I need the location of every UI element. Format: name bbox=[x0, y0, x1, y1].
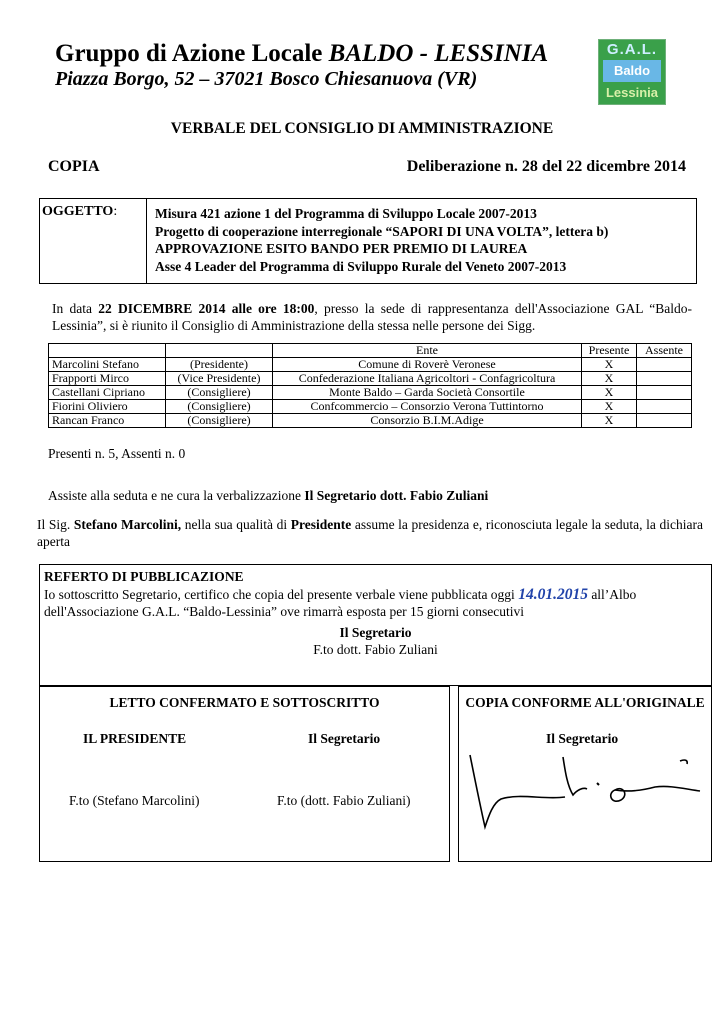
president-role: Presidente bbox=[290, 517, 352, 532]
subject-line: Progetto di cooperazione interregionale “SAPORI DI UNA VOLTA”, lettera b) bbox=[155, 223, 609, 239]
member-presente: X bbox=[582, 358, 637, 372]
copy-label: COPIA bbox=[48, 158, 100, 175]
table-row bbox=[49, 414, 692, 428]
member-role: (Consigliere) bbox=[166, 386, 273, 400]
subject-divider bbox=[146, 199, 147, 283]
publication-signer-name: F.to dott. Fabio Zuliani bbox=[313, 642, 438, 657]
publication-signer: Il Segretario bbox=[339, 625, 412, 640]
presidency-paragraph: Il Sig. Stefano Marcolini, nella sua qualità di Presidente assume la presidenza e, riconosciuta legale la seduta, la dichiara aperta bbox=[37, 517, 703, 549]
member-presente: X bbox=[582, 386, 637, 400]
logo-text-gal: G.A.L. bbox=[606, 41, 658, 58]
header-ente: Ente bbox=[273, 344, 582, 358]
member-presente: X bbox=[582, 414, 637, 428]
member-presente: X bbox=[582, 372, 637, 386]
member-name: Marcolini Stefano bbox=[49, 358, 166, 372]
member-assente bbox=[637, 386, 692, 400]
member-name: Castellani Cipriano bbox=[49, 386, 166, 400]
member-name: Fiorini Oliviero bbox=[49, 400, 166, 414]
attendance-table bbox=[48, 343, 692, 428]
table-header-row bbox=[49, 344, 692, 358]
president-name: Stefano Marcolini, bbox=[73, 517, 182, 532]
member-assente bbox=[637, 372, 692, 386]
member-name: Frapporti Mirco bbox=[49, 372, 166, 386]
president-label: IL PRESIDENTE bbox=[83, 731, 187, 746]
gal-logo bbox=[598, 39, 666, 105]
president-signature-text: F.to (Stefano Marcolini) bbox=[69, 793, 200, 808]
member-role: (Presidente) bbox=[166, 358, 273, 372]
table-row bbox=[49, 358, 692, 372]
handwritten-signature bbox=[465, 745, 705, 835]
signature-box-left bbox=[39, 686, 450, 862]
member-name: Rancan Franco bbox=[49, 414, 166, 428]
member-assente bbox=[637, 400, 692, 414]
table-row bbox=[49, 372, 692, 386]
secretary-signature-text: F.to (dott. Fabio Zuliani) bbox=[277, 793, 411, 808]
secretary-label: Il Segretario bbox=[308, 731, 381, 746]
publication-report-title: REFERTO DI PUBBLICAZIONE bbox=[44, 569, 244, 584]
subject-label: OGGETTO: bbox=[42, 204, 118, 219]
member-ente: Confederazione Italiana Agricoltori - Confagricoltura bbox=[273, 372, 582, 386]
member-ente: Confcommercio – Consorzio Verona Tuttintorno bbox=[273, 400, 582, 414]
header-presente: Presente bbox=[582, 344, 637, 358]
document-heading: VERBALE DEL CONSIGLIO DI AMMINISTRAZIONE bbox=[170, 120, 554, 137]
table-row bbox=[49, 400, 692, 414]
subject-line: Asse 4 Leader del Programma di Sviluppo Rurale del Veneto 2007-2013 bbox=[155, 258, 567, 274]
member-assente bbox=[637, 414, 692, 428]
meeting-date: 22 DICEMBRE 2014 alle ore 18:00 bbox=[98, 301, 315, 316]
subject-box bbox=[39, 198, 697, 284]
certified-copy-title: COPIA CONFORME ALL'ORIGINALE bbox=[465, 695, 705, 710]
publication-date: 14.01.2015 bbox=[518, 586, 588, 603]
organization-name-italic: BALDO - LESSINIA bbox=[328, 40, 549, 67]
publication-report-text: Io sottoscritto Segretario, certifico che copia del presente verbale viene pubblicata oggi 14.01.2015 all’Albo dell'Associazione G.A.L. “Baldo-Lessinia” ove rimarrà esposta per 15 giorni consecutivi bbox=[44, 586, 637, 619]
confirmation-title: LETTO CONFERMATO E SOTTOSCRITTO bbox=[109, 695, 380, 710]
member-role: (Consigliere) bbox=[166, 414, 273, 428]
member-assente bbox=[637, 358, 692, 372]
organization-name: Gruppo di Azione Locale bbox=[55, 40, 323, 67]
intro-paragraph: In data 22 DICEMBRE 2014 alle ore 18:00, presso la sede di rappresentanza dell'Associazione GAL “Baldo-Lessinia”, si è riunito il Consiglio di Amministrazione della stessa nelle persone dei Sigg. bbox=[52, 301, 692, 333]
member-ente: Consorzio B.I.M.Adige bbox=[273, 414, 582, 428]
header-assente: Assente bbox=[637, 344, 692, 358]
table-row bbox=[49, 386, 692, 400]
header-role bbox=[166, 344, 273, 358]
logo-text-baldo: Baldo bbox=[613, 63, 651, 78]
member-role: (Vice Presidente) bbox=[166, 372, 273, 386]
header-name bbox=[49, 344, 166, 358]
subject-line: APPROVAZIONE ESITO BANDO PER PREMIO DI LAUREA bbox=[155, 241, 528, 256]
publication-report-box bbox=[39, 564, 712, 686]
member-ente: Comune di Roverè Veronese bbox=[273, 358, 582, 372]
organization-title bbox=[55, 40, 548, 68]
attendance-summary: Presenti n. 5, Assenti n. 0 bbox=[48, 446, 186, 461]
organization-address: Piazza Borgo, 52 – 37021 Bosco Chiesanuova (VR) bbox=[55, 68, 478, 90]
subject-line: Misura 421 azione 1 del Programma di Sviluppo Locale 2007-2013 bbox=[155, 206, 537, 221]
member-presente: X bbox=[582, 400, 637, 414]
deliberation-number: Deliberazione n. 28 del 22 dicembre 2014 bbox=[406, 158, 686, 175]
logo-text-lessinia: Lessinia bbox=[605, 85, 659, 100]
member-ente: Monte Baldo – Garda Società Consortile bbox=[273, 386, 582, 400]
subject-lines bbox=[155, 205, 608, 275]
secretary-assist-line: Assiste alla seduta e ne cura la verbalizzazione Il Segretario dott. Fabio Zuliani bbox=[48, 488, 489, 503]
right-secretary-label: Il Segretario bbox=[546, 731, 619, 746]
member-role: (Consigliere) bbox=[166, 400, 273, 414]
secretary-name: Il Segretario dott. Fabio Zuliani bbox=[304, 488, 489, 503]
